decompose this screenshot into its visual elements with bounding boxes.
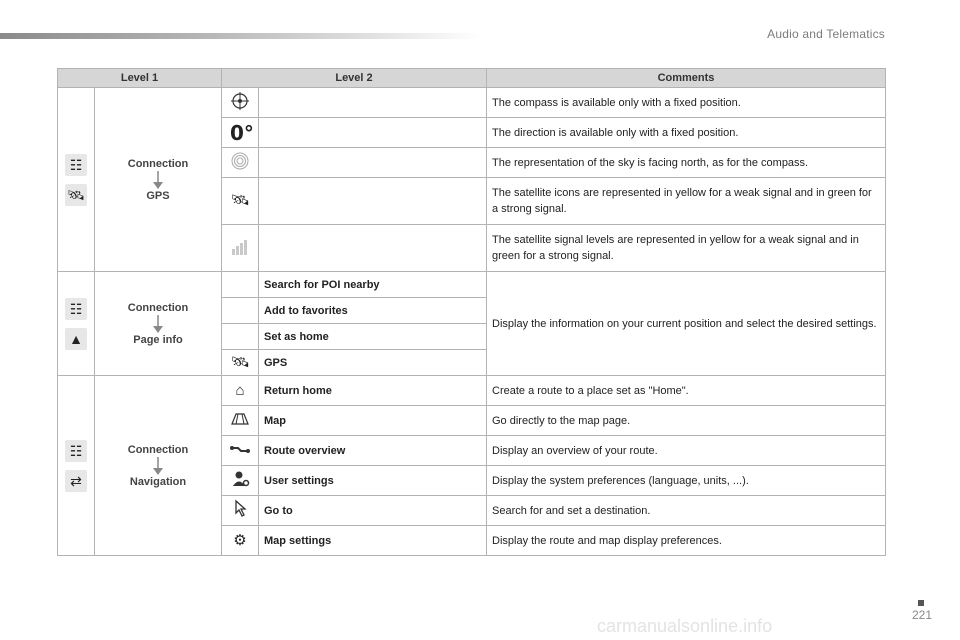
comment-cell: The satellite icons are represented in yellow for a weak signal and in green for a strong signal.: [487, 178, 886, 225]
column-header-comments: Comments: [487, 69, 886, 88]
level2-icon-cell: [222, 272, 259, 298]
user-settings-icon: [230, 469, 250, 489]
connection-menu-icon: ☷: [65, 154, 87, 176]
gps-satellite-icon: 🛰: [65, 184, 87, 206]
level1-from-label: Connection: [127, 301, 189, 314]
comment-cell: Display the system preferences (language, units, ...).: [487, 466, 886, 496]
sky-view-icon: [230, 151, 250, 171]
connection-menu-icon: ☷: [65, 440, 87, 462]
level2-icon-cell: [222, 324, 259, 350]
level2-icon-cell: [222, 148, 259, 178]
level2-icon-cell: [222, 436, 259, 466]
level2-icon-cell: [222, 496, 259, 526]
comment-cell: The satellite signal levels are represented in yellow for a weak signal and in green for a strong signal.: [487, 225, 886, 272]
level2-label: GPS: [259, 350, 487, 376]
level2-icon-cell: [222, 466, 259, 496]
map-settings-icon: ⚙: [233, 531, 247, 549]
column-header-level-1: Level 1: [58, 69, 222, 88]
level1-to-label: GPS: [146, 189, 170, 202]
level2-label: Map: [259, 406, 487, 436]
comment-cell: The direction is available only with a fixed position.: [487, 118, 886, 148]
navigation-icon: ⇄: [65, 470, 87, 492]
comment-cell: Search for and set a destination.: [487, 496, 886, 526]
level1-from-label: Connection: [127, 157, 189, 170]
route-icon: [229, 439, 251, 459]
section-title: Audio and Telematics: [767, 27, 885, 41]
comment-cell: Go directly to the map page.: [487, 406, 886, 436]
connection-menu-icon: ☷: [65, 298, 87, 320]
comment-cell: Display an overview of your route.: [487, 436, 886, 466]
level2-label: [259, 148, 487, 178]
level1-icons-cell: [58, 88, 95, 272]
level2-label: [259, 88, 487, 118]
reference-table: [57, 68, 886, 556]
level2-icon-cell: [222, 376, 259, 406]
level2-icon-cell: [222, 350, 259, 376]
level1-from-label: Connection: [127, 443, 189, 456]
level1-label-cell: [95, 272, 222, 376]
level2-icon-cell: [222, 178, 259, 225]
level1-icons-cell: [58, 376, 95, 556]
level1-icons-cell: [58, 272, 95, 376]
level2-icon-cell: [222, 225, 259, 272]
level1-to-label: Navigation: [129, 475, 187, 488]
satellite-icon: 🛰: [230, 192, 250, 209]
arrow-down-icon: [152, 315, 164, 333]
column-header-level-2: Level 2: [222, 69, 487, 88]
table-row: [58, 88, 886, 118]
level1-label-cell: [95, 376, 222, 556]
table-row: [58, 272, 886, 298]
level2-icon-cell: [222, 526, 259, 556]
page-marker: [918, 600, 924, 606]
satellite-icon: 🛰: [230, 353, 250, 371]
level2-icon-cell: [222, 298, 259, 324]
map-icon: [230, 409, 250, 429]
level2-label: [259, 225, 487, 272]
level2-icon-cell: [222, 406, 259, 436]
go-to-icon: [230, 499, 250, 519]
level1-label-cell: [95, 88, 222, 272]
header-gradient-bar: [0, 33, 480, 39]
degree-icon: 0°: [230, 120, 254, 145]
comment-cell: The compass is available only with a fixed position.: [487, 88, 886, 118]
arrow-down-icon: [152, 457, 164, 475]
level2-label: User settings: [259, 466, 487, 496]
level2-icon-cell: [222, 118, 259, 148]
page-number: 221: [912, 608, 933, 622]
home-icon: ⌂: [235, 381, 245, 399]
watermark: carmanualsonline.info: [597, 616, 773, 636]
level2-label: [259, 178, 487, 225]
level2-label: Set as home: [259, 324, 487, 350]
page-info-icon: ▲: [65, 328, 87, 350]
level2-label: Map settings: [259, 526, 487, 556]
level1-to-label: Page info: [133, 333, 183, 346]
comment-cell: The representation of the sky is facing north, as for the compass.: [487, 148, 886, 178]
level2-label: Return home: [259, 376, 487, 406]
level2-label: Route overview: [259, 436, 487, 466]
level2-icon-cell: [222, 88, 259, 118]
arrow-down-icon: [152, 171, 164, 189]
level2-label: [259, 118, 487, 148]
comment-cell: Create a route to a place set as "Home".: [487, 376, 886, 406]
comment-cell: Display the information on your current position and select the desired settings.: [487, 272, 886, 376]
level2-label: Go to: [259, 496, 487, 526]
signal-levels-icon: [230, 237, 250, 257]
level2-label: Add to favorites: [259, 298, 487, 324]
compass-icon: [230, 91, 250, 111]
table-row: [58, 376, 886, 406]
comment-cell: Display the route and map display preferences.: [487, 526, 886, 556]
level2-label: Search for POI nearby: [259, 272, 487, 298]
